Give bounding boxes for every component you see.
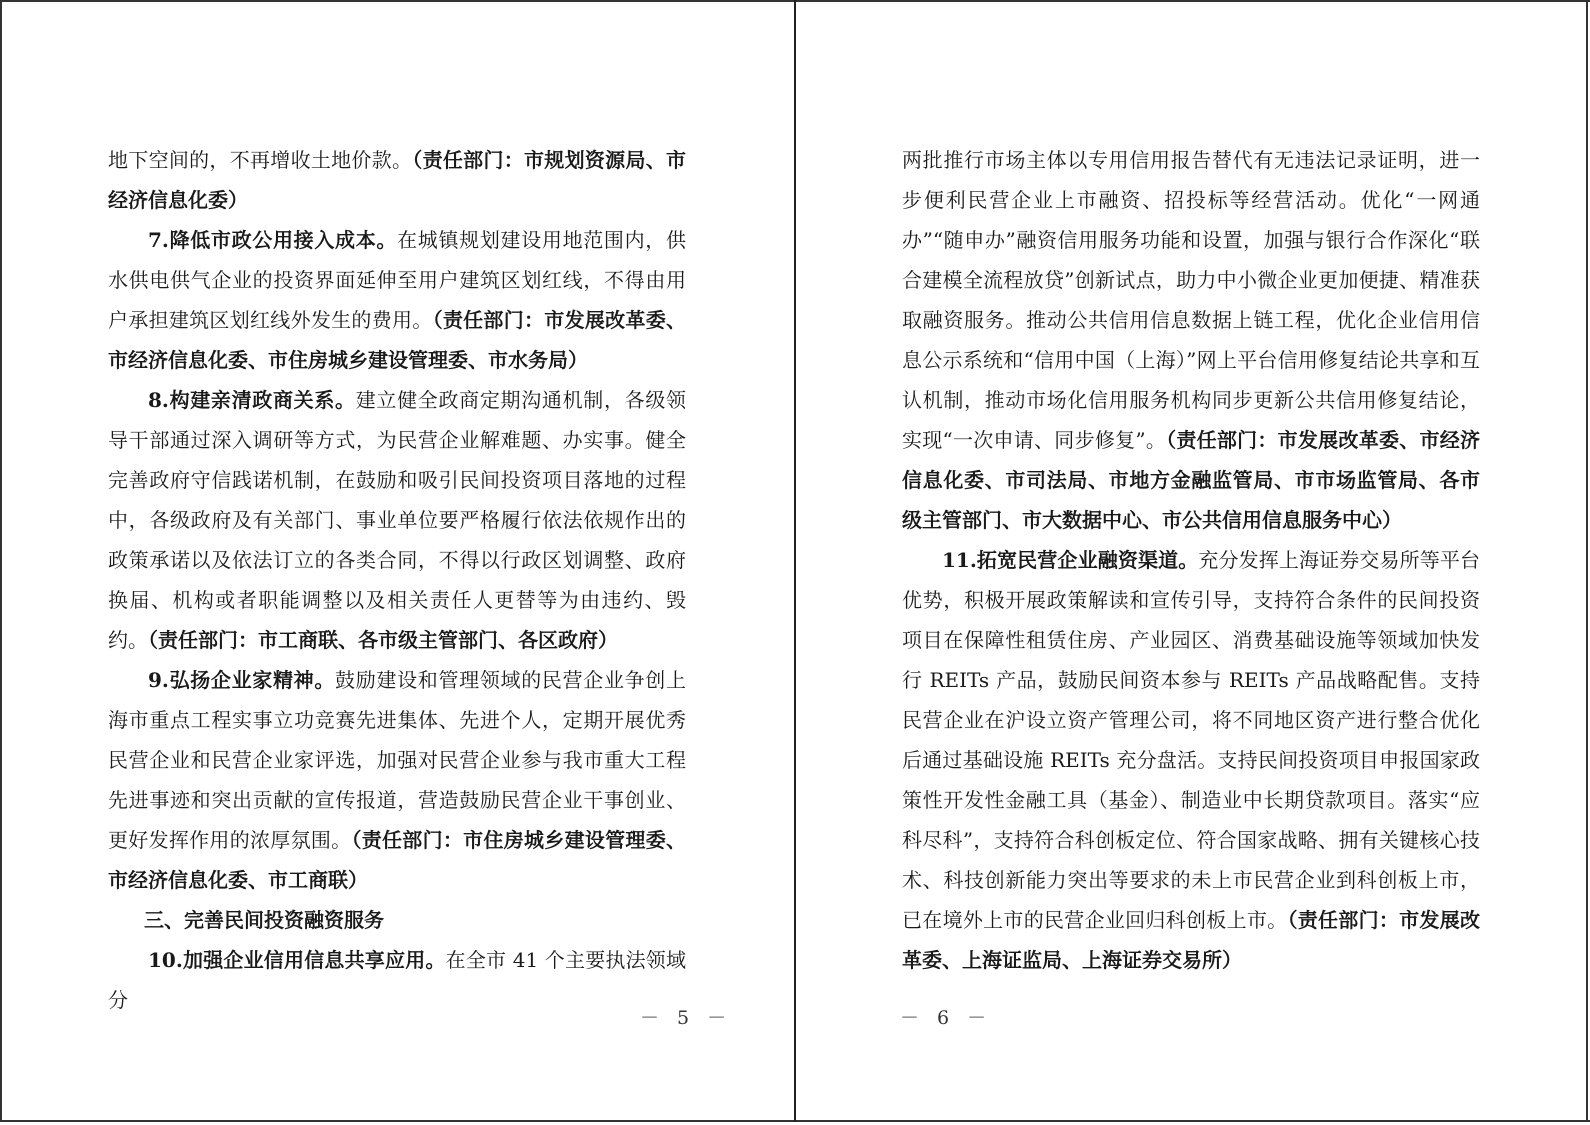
item-lead-title: 8.构建亲清政商关系。 (148, 388, 356, 412)
paragraph-text: 地下空间的，不再增收土地价款。 (108, 148, 413, 172)
item-lead-title: 11.拓宽民营企业融资渠道。 (942, 548, 1199, 572)
paragraph-text: 两批推行市场主体以专用信用报告替代有无违法记录证明，进一步便利民营企业上市融资、招投标等经营活动。优化“一网通办”“随申办”融资信用服务功能和设置，加强与银行合作深化“联合建模全流程放贷”创新试点，助力中小微企业更加便捷、精准获取融资服务。推动公共信用信息数据上链工程，优化企业信用信息公示系统和“信用中国（上海）”网上平台信用修复结论共享和互认机制，推动市场化信用服务机构同步更新公共信用修复结论，实现“一次申请、同步修复”。 (902, 148, 1480, 452)
paragraph-item-11 (902, 540, 1480, 980)
responsible-departments: （责任部门：市住房城乡建设管理委、市经济信息化委、市工商联） (108, 828, 687, 892)
responsible-departments: （责任部门：市工商联、各市级主管部门、各区政府） (148, 628, 618, 652)
page-5-body (108, 140, 686, 1020)
responsible-departments: （责任部门：市发展改革委、市经济信息化委、市住房城乡建设管理委、市水务局） (108, 308, 687, 372)
page-5 (0, 0, 794, 1120)
page-number: － 6 － (900, 1007, 993, 1029)
page-number: － 5 － (640, 1007, 733, 1029)
page-6 (796, 0, 1590, 1120)
paragraph-item-7 (108, 220, 686, 380)
paragraph-item-10 (108, 940, 686, 1020)
paragraph-text: 建立健全政商定期沟通机制，各级领导干部通过深入调研等方式，为民营企业解难题、办实事。健全完善政府守信践诺机制，在鼓励和吸引民间投资项目落地的过程中，各级政府及有关部门、事业单位要严格履行依法依规作出的政策承诺以及依法订立的各类合同，不得以行政区划调整、政府换届、机构或者职能调整以及相关责任人更替等为由违约、毁约。 (108, 388, 686, 652)
item-lead-title: 10.加强企业信用信息共享应用。 (148, 948, 446, 972)
paragraph-text: 充分发挥上海证券交易所等平台优势，积极开展政策解读和宣传引导，支持符合条件的民间投资项目在保障性租赁住房、产业园区、消费基础设施等领域加快发行 REITs 产品，鼓励民间资本参与 REITs 产品战略配售。支持民营企业在沪设立资产管理公司，将不同地区资产进行整合优化后通过基础设施 REITs 充分盘活。支持民间投资项目申报国家政策性开发性金融工具（基金）、制造业中长期贷款项目。落实“应科尽科”，支持符合科创板定位、符合国家战略、拥有关键核心技术、科技创新能力突出等要求的未上市民营企业到科创板上市，已在境外上市的民营企业回归科创板上市。 (902, 548, 1481, 932)
paragraph-text: 在全市 41 个主要执法领域分 (108, 948, 687, 1012)
item-lead-title: 7.降低市政公用接入成本。 (148, 228, 398, 252)
page-6-body (902, 140, 1480, 980)
paragraph-text: 在城镇规划建设用地范围内，供水供电供气企业的投资界面延伸至用户建筑区划红线，不得由用户承担建筑区划红线外发生的费用。 (108, 228, 686, 332)
item-lead-title: 9.弘扬企业家精神。 (148, 668, 336, 692)
responsible-departments: （责任部门：市规划资源局、市经济信息化委） (108, 148, 687, 212)
paragraph-item-10-continued (902, 140, 1480, 540)
paragraph-text: 鼓励建设和管理领域的民营企业争创上海市重点工程实事立功竞赛先进集体、先进个人，定期开展优秀民营企业和民营企业家评选，加强对民营企业参与我市重大工程先进事迹和突出贡献的宣传报道，营造鼓励民营企业干事创业、更好发挥作用的浓厚氛围。 (108, 668, 686, 852)
paragraph-item-9 (108, 660, 686, 900)
section-heading-3: 三、完善民间投资融资服务 (144, 908, 384, 932)
paragraph-item-8 (108, 380, 686, 660)
responsible-departments: （责任部门：市发展改革委、上海证监局、上海证券交易所） (902, 908, 1481, 972)
responsible-departments: （责任部门：市发展改革委、市经济信息化委、市司法局、市地方金融监管局、市市场监管局、各市级主管部门、市大数据中心、市公共信用信息服务中心） (902, 428, 1480, 532)
paragraph-continued (108, 140, 686, 220)
